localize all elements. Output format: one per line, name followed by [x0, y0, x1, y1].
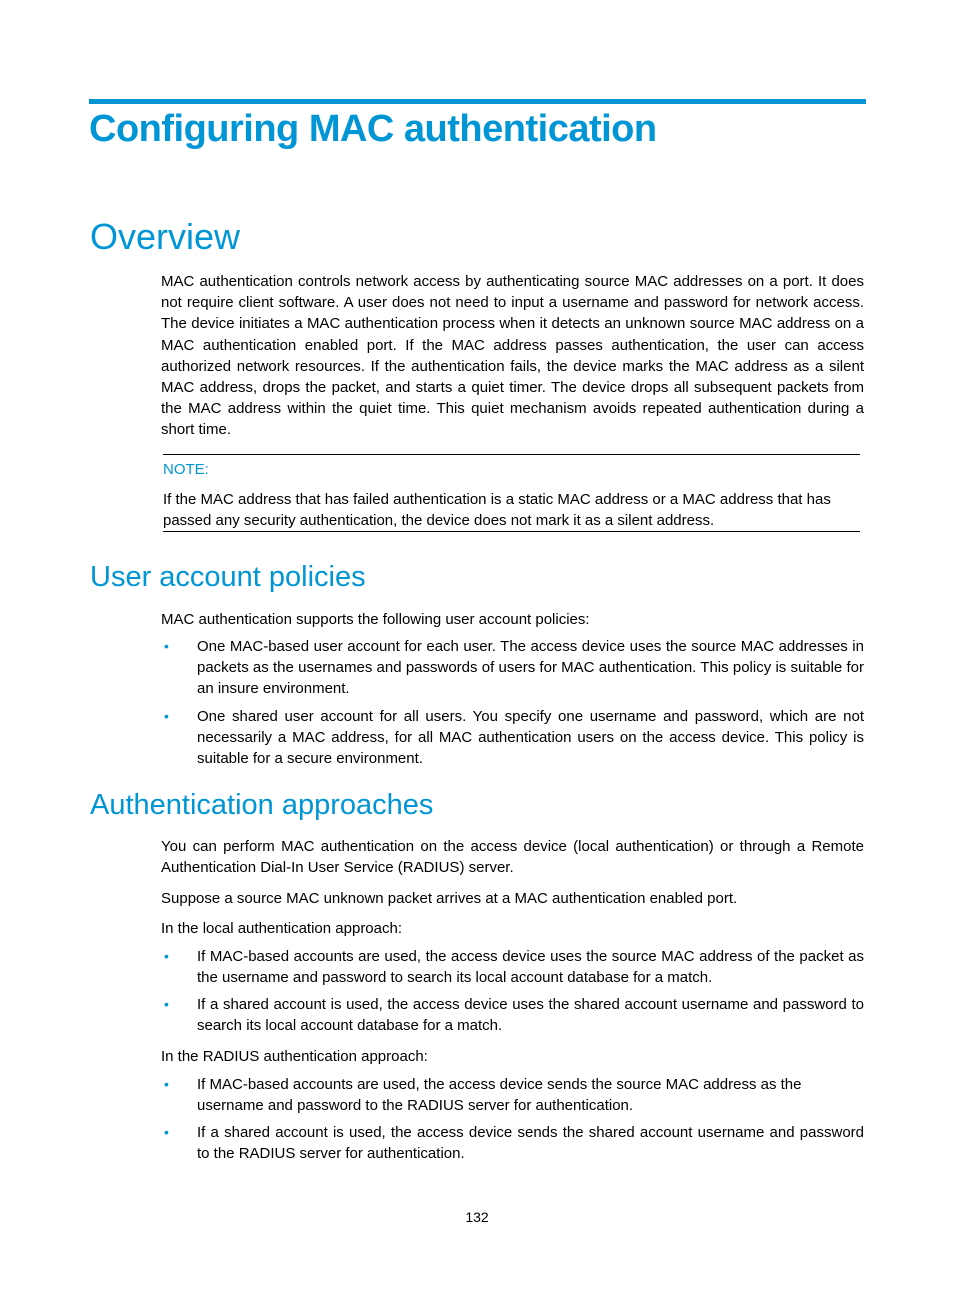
- overview-heading: Overview: [90, 216, 241, 257]
- bullet-icon: •: [164, 996, 169, 1012]
- bullet-icon: •: [164, 948, 169, 964]
- chapter-top-rule: [89, 99, 866, 104]
- user-account-policies-intro: MAC authentication supports the following user account policies:: [161, 611, 590, 628]
- chapter-title: Configuring MAC authentication: [89, 108, 657, 150]
- authentication-approaches-intro: You can perform MAC authentication on the access device (local authentication) or through a Remote Authentication Dial-In User Service (RADIUS) server.: [161, 838, 864, 877]
- list-item: If MAC-based accounts are used, the access device sends the source MAC address as the username and password to the RADIUS server for authentication.: [197, 1076, 802, 1115]
- bullet-icon: •: [164, 1124, 169, 1140]
- note-label: NOTE:: [163, 461, 209, 478]
- authentication-approaches-heading: Authentication approaches: [90, 789, 434, 821]
- list-item: If MAC-based accounts are used, the access device uses the source MAC address of the packet as the username and password to search its local account database for a match.: [197, 948, 864, 987]
- list-item: One shared user account for all users. You specify one username and password, which are not necessarily a MAC address, for all MAC authentication users on the access device. This policy is suitable for a secure environment.: [197, 708, 864, 768]
- bullet-icon: •: [164, 708, 169, 724]
- bullet-icon: •: [164, 1076, 169, 1092]
- radius-approach-intro: In the RADIUS authentication approach:: [161, 1048, 428, 1065]
- list-item: If a shared account is used, the access device uses the shared account username and password to search its local account database for a match.: [197, 996, 864, 1035]
- user-account-policies-heading: User account policies: [90, 561, 366, 593]
- list-item: If a shared account is used, the access device sends the shared account username and password to the RADIUS server for authentication.: [197, 1124, 864, 1163]
- page-number: 132: [465, 1209, 489, 1225]
- note-box: [163, 454, 860, 532]
- suppose-paragraph: Suppose a source MAC unknown packet arrives at a MAC authentication enabled port.: [161, 890, 738, 907]
- note-text: If the MAC address that has failed authentication is a static MAC address or a MAC address that has passed any security authentication, the device does not mark it as a silent address.: [163, 491, 831, 530]
- list-item: One MAC-based user account for each user. The access device uses the source MAC addresses in packets as the usernames and passwords of users for MAC authentication. This policy is suitable for an insure environment.: [197, 638, 864, 698]
- local-approach-intro: In the local authentication approach:: [161, 920, 403, 937]
- overview-paragraph: MAC authentication controls network access by authenticating source MAC addresses on a port. It does not require client software. A user does not need to input a username and password for network access. The device initiates a MAC authentication process when it detects an unknown source MAC address on a MAC authentication enabled port. If the MAC address passes authentication, the user can access authorized network resources. If the authentication fails, the device marks the MAC address as a silent MAC address, drops the packet, and starts a quiet timer. The device drops all subsequent packets from the MAC address within the quiet time. This quiet mechanism avoids repeated authentication during a short time.: [161, 273, 864, 439]
- bullet-icon: •: [164, 638, 169, 654]
